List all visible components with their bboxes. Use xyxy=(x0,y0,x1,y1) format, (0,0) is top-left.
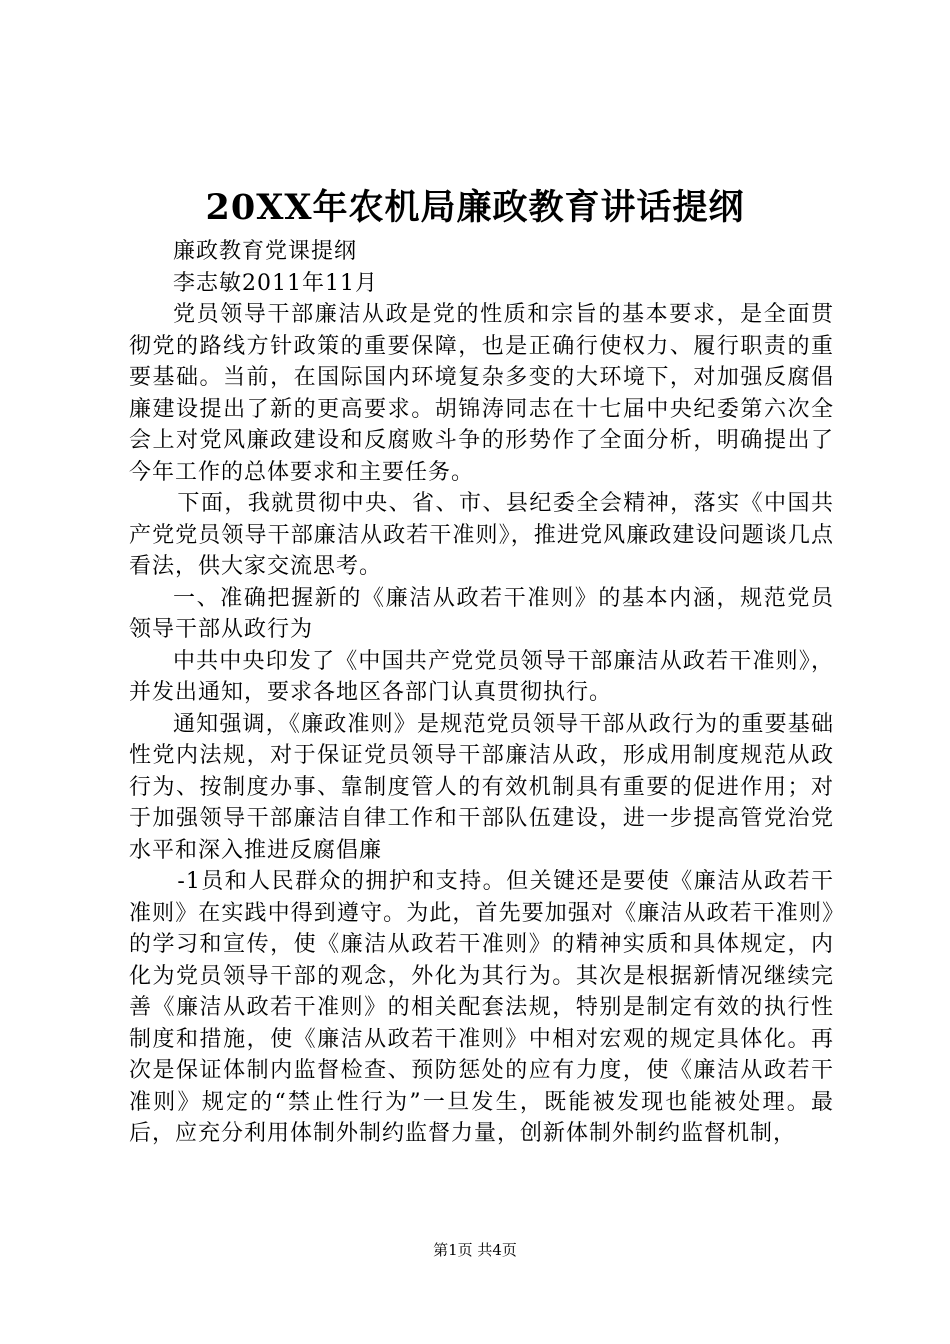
paragraph-subtitle: 廉政教育党课提纲 xyxy=(173,239,358,264)
document-body xyxy=(129,236,834,1150)
document-title: 20XX年农机局廉政教育讲话提纲 xyxy=(205,187,745,228)
paragraph-heading: 一、准确把握新的《廉洁从政若干准则》的基本内涵，规范党员领导干部从政行为 xyxy=(129,585,834,642)
paragraph: 中共中央印发了《中国共产党党员领导干部廉洁从政若干准则》，并发出通知，要求各地区各部门认真贯彻执行。 xyxy=(129,648,834,705)
paragraph: 下面，我就贯彻中央、省、市、县纪委全会精神，落实《中国共产党党员领导干部廉洁从政若干准则》，推进党风廉政建设问题谈几点看法，供大家交流思考。 xyxy=(129,491,834,579)
paragraph: 通知强调，《廉政准则》是规范党员领导干部从政行为的重要基础性党内法规，对于保证党员领导干部廉洁从政，形成用制度规范从政行为、按制度办事、靠制度管人的有效机制具有重要的促进作用；对于加强领导干部廉洁自律工作和干部队伍建设，进一步提高管党治党水平和深入推进反腐倡廉 xyxy=(129,711,834,863)
paragraph: -1员和人民群众的拥护和支持。但关键还是要使《廉洁从政若干准则》在实践中得到遵守。为此，首先要加强对《廉洁从政若干准则》的学习和宣传，使《廉洁从政若干准则》的精神实质和具体规定，内化为党员领导干部的观念，外化为其行为。其次是根据新情况继续完善《廉洁从政若干准则》的相关配套法规，特别是制定有效的执行性制度和措施，使《廉洁从政若干准则》中相对宏观的规定具体化。再次是保证体制内监督检查、预防惩处的应有力度，使《廉洁从政若干准则》规定的“禁止性行为”一旦发生，既能被发现也能被处理。最后，应充分利用体制外制约监督力量，创新体制外制约监督机制， xyxy=(129,869,834,1146)
paragraph: 党员领导干部廉洁从政是党的性质和宗旨的基本要求，是全面贯彻党的路线方针政策的重要保障，也是正确行使权力、履行职责的重要基础。当前，在国际国内环境复杂多变的大环境下，对加强反腐倡廉建设提出了新的更高要求。胡锦涛同志在十七届中央纪委第六次全会上对党风廉政建设和反腐败斗争的形势作了全面分析，明确提出了今年工作的总体要求和主要任务。 xyxy=(129,302,834,485)
page-footer: 第1页 共4页 xyxy=(433,1241,517,1259)
paragraph-author-date: 李志敏2011年11月 xyxy=(173,270,378,296)
